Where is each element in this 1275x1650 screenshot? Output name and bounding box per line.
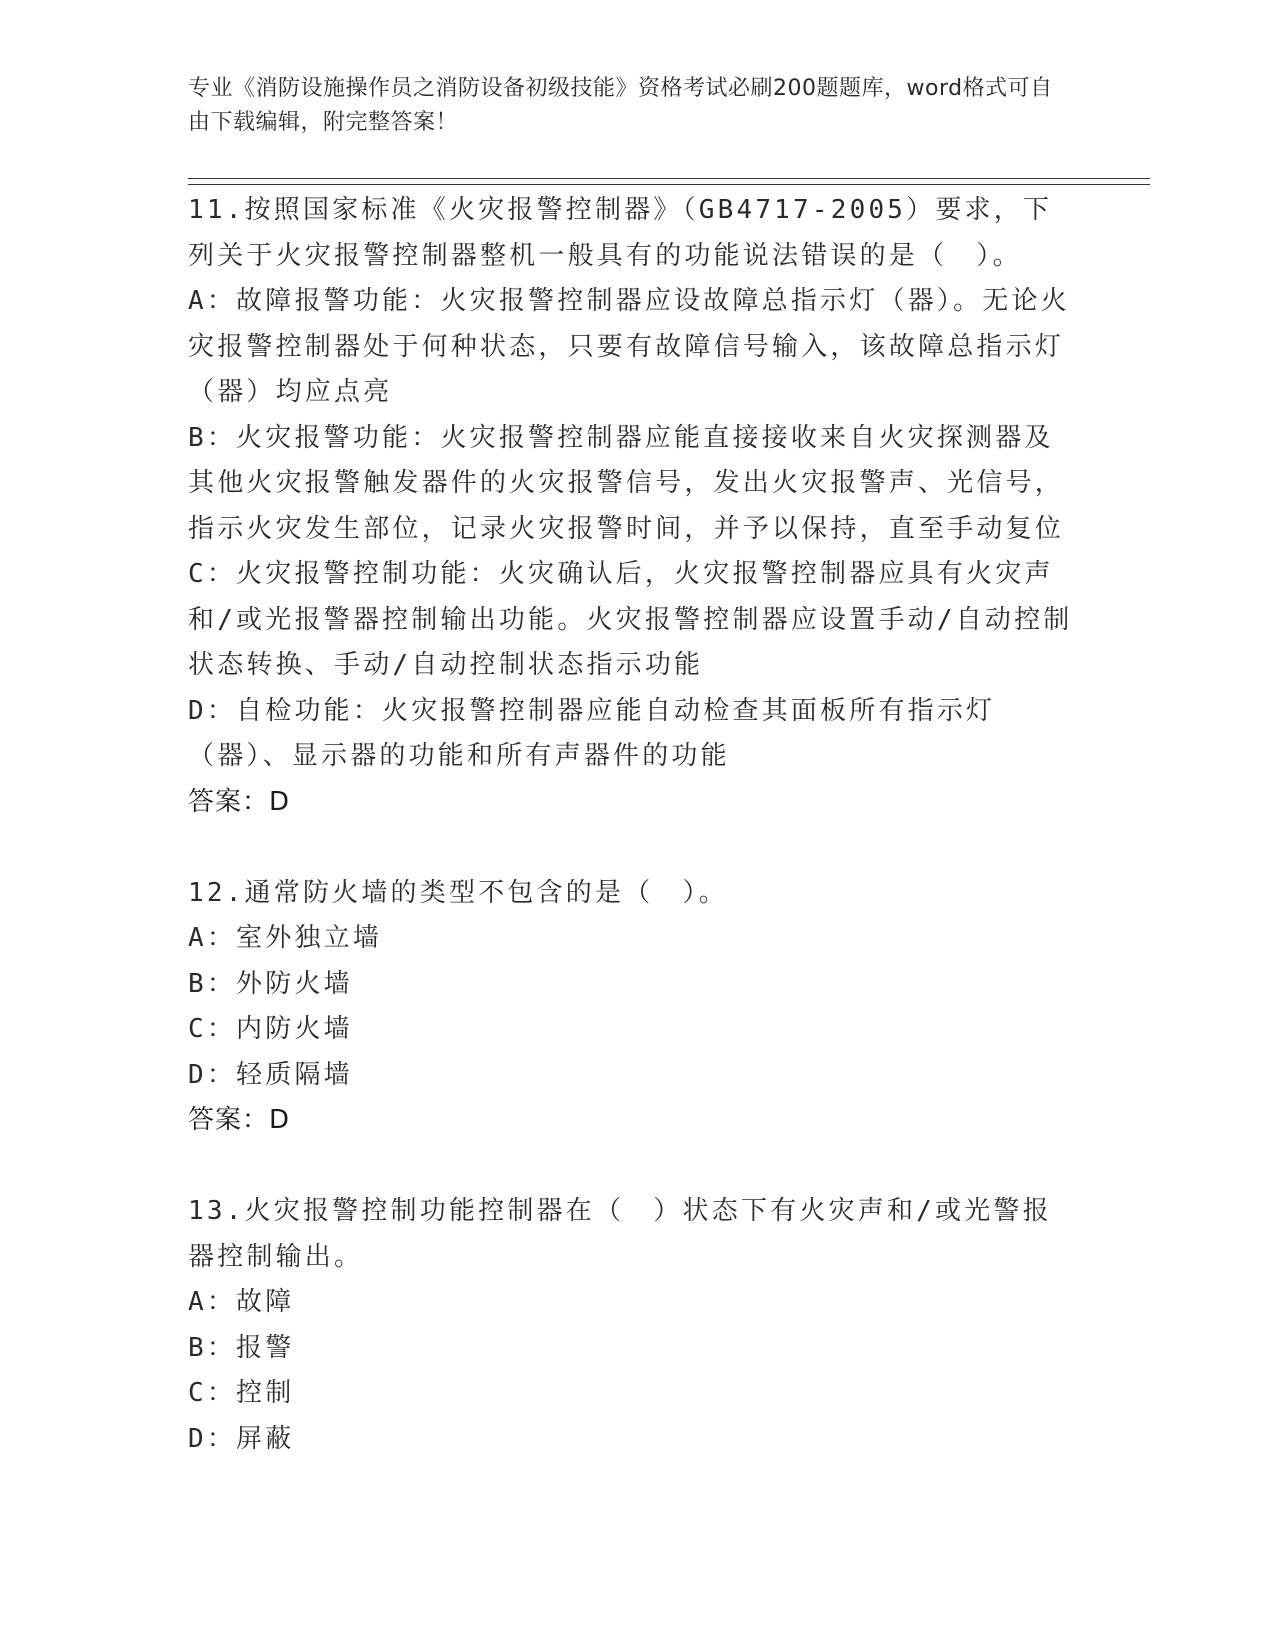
answer-label: 答案：D <box>188 1105 291 1135</box>
option-d: D：轻质隔墙 <box>188 1059 353 1090</box>
question-stem: 13.火灾报警控制功能控制器在（ ）状态下有火灾声和/或光警报器控制输出。 <box>188 1196 1052 1272</box>
question-list <box>188 188 1078 1462</box>
spacer <box>188 825 1078 871</box>
question-13 <box>188 1189 1078 1462</box>
question-stem: 11.按照国家标准《火灾报警控制器》（GB4717-2005）要求，下列关于火灾报警控制器整机一般具有的功能说法错误的是（ ）。 <box>188 195 1053 271</box>
spacer <box>188 1143 1078 1189</box>
option-c: C：火灾报警控制功能：火灾确认后，火灾报警控制器应具有火灾声和/或光报警器控制输出功能。火灾报警控制器应设置手动/自动控制状态转换、手动/自动控制状态指示功能 <box>188 559 1073 680</box>
option-a: A：故障 <box>188 1287 295 1317</box>
option-b: B：报警 <box>188 1332 295 1363</box>
header-divider-bottom <box>188 184 1150 185</box>
answer-label: 答案：D <box>188 786 291 817</box>
option-a: A：故障报警功能：火灾报警控制器应设故障总指示灯（器）。无论火灾报警控制器处于何种状态，只要有故障信号输入，该故障总指示灯（器）均应点亮 <box>188 286 1070 407</box>
option-d: D：自检功能：火灾报警控制器应能自动检查其面板所有指示灯（器）、显示器的功能和所有声器件的功能 <box>188 695 996 771</box>
option-c: C：内防火墙 <box>188 1014 353 1044</box>
question-11 <box>188 188 1078 825</box>
option-a: A：室外独立墙 <box>188 923 383 953</box>
option-c: C：控制 <box>188 1378 295 1408</box>
question-12 <box>188 871 1078 1144</box>
option-b: B：外防火墙 <box>188 968 353 999</box>
option-d: D：屏蔽 <box>188 1423 295 1454</box>
document-header: 专业《消防设施操作员之消防设备初级技能》资格考试必刷200题题库，word格式可自由下载编辑，附完整答案！ <box>188 76 1053 135</box>
header-divider-top <box>188 178 1150 179</box>
option-b: B：火灾报警功能：火灾报警控制器应能直接接收来自火灾探测器及其他火灾报警触发器件的火灾报警信号，发出火灾报警声、光信号，指示火灾发生部位，记录火灾报警时间，并予以保持，直至手动复位 <box>188 422 1065 544</box>
question-stem: 12.通常防火墙的类型不包含的是（ ）。 <box>188 877 728 908</box>
